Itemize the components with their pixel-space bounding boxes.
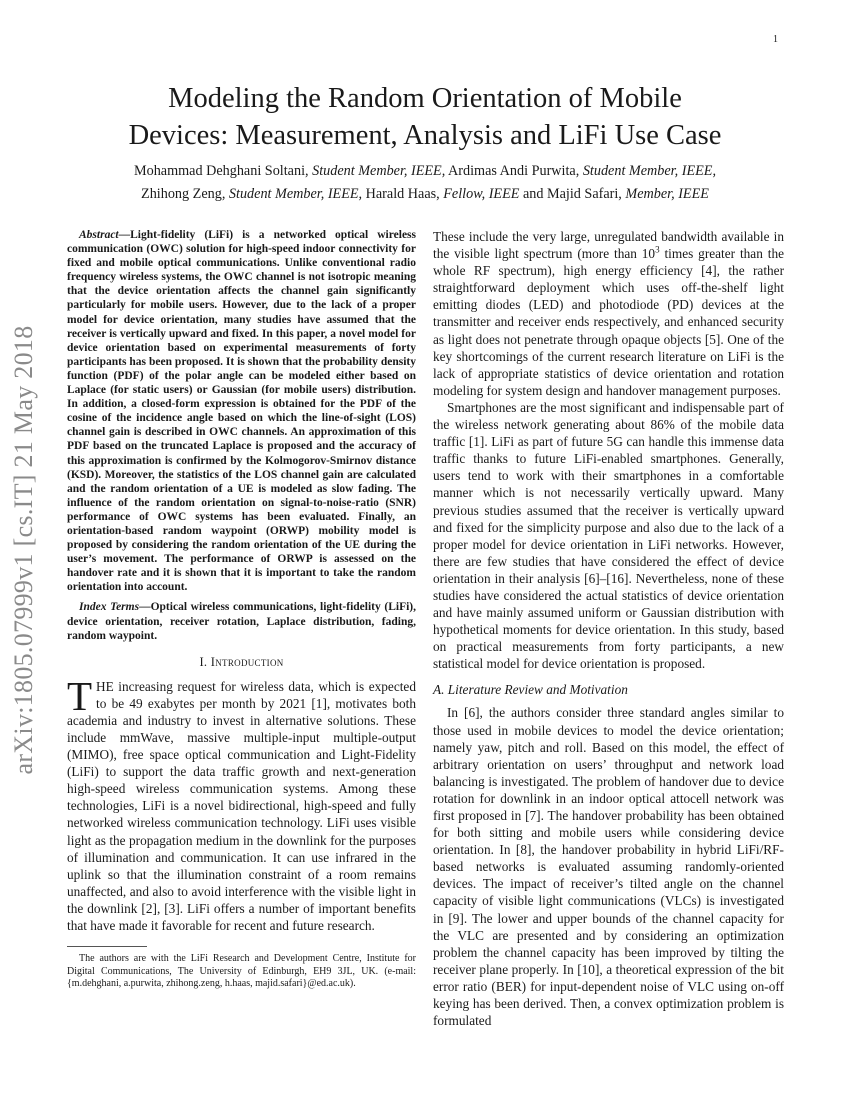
author-5-role: Member, IEEE <box>625 186 709 202</box>
right-paragraph-3: In [6], the authors consider three standard angles similar to those used in mobile devices to model the device orientation; namely yaw, pitch and roll. Based on this model, the effect of arbitrary orientation on users’ throughput and network load balancing is investigated. The problem of handover due to device rotation for downlink in an indoor optical attocell network was first proposed in [7]. The handover probability has been obtained for both sitting and mobile users while considering device orientation. In [8], the handover probability in hybrid LiFi/RF-based networks is evaluated assuming randomly-oriented devices. The impact of receiver’s tilted angle on the channel capacity of visible light communications (VLCs) is investigated in [9]. The lower and upper bounds of the channel capacity for the VLC are presented and by considering an optimization problem the channel capacity has been improved by tilting the receiver plane properly. In [10], a theoretical expression of the bit error ratio (BER) for input-dependent noise of VLC using on-off keying has been derived. Then, a convex optimization problem is formulated <box>433 705 784 1029</box>
author-5-name: and Majid Safari, <box>519 186 626 202</box>
abstract-label: Abstract <box>79 229 119 241</box>
author-4-role: Fellow, IEEE <box>443 186 520 202</box>
author-list <box>60 160 790 206</box>
drop-cap: T <box>67 672 93 719</box>
author-2-role: Student Member, IEEE, <box>582 163 716 179</box>
abstract-text: —Light-fidelity (LiFi) is a networked optical wireless communication (OWC) solution for high-speed indoor connectivity for fixed and mobile optical communications. Unlike conventional radio frequency wireless systems, the OWC channel is not isotropic meaning that the device orientation affects the channel gain significantly particularly for mobile users. However, due to the lack of a proper model for device orientation, many studies have assumed that the receiver is vertically upward and fixed. In this paper, a novel model for device orientation based on experimental measurements of forty participants has been proposed. It is shown that the probability density function (PDF) of the polar angle can be modeled either based on Laplace (for static users) or Gaussian (for mobile users) distribution. In addition, a closed-form expression is obtained for the PDF of the cosine of the incidence angle based on which the line-of-sight (LOS) channel gain is described in OWC channels. An approximation of this PDF based on the truncated Laplace is proposed and the accuracy of this approximation is confirmed by the Kolmogorov-Smirnov distance (KSD). Moreover, the statistics of the LOS channel gain are calculated and the random orientation of a UE is modeled as slow fading. The influence of the random orientation on signal-to-noise-ratio (SNR) performance of OWC systems has been evaluated. Finally, an orientation-based random waypoint (ORWP) mobility model is proposed by considering the random orientation of the UE during the user’s movement. The performance of ORWP is assessed on the handover rate and it is shown that it is important to take the random orientation into account. <box>67 229 416 594</box>
author-4-name: Harald Haas, <box>362 186 444 202</box>
title-line-1: Modeling the Random Orientation of Mobile <box>168 83 682 114</box>
abstract <box>67 228 416 594</box>
intro-paragraph-text: HE increasing request for wireless data, which is expected to be 49 exabytes per month by 2021 [1], motivates both academia and industry to invest in alternative solutions. These include mmWave, massive multiple-input multiple-output (MIMO), free space optical communication and Light-Fidelity (LiFi) to support the data traffic growth and next-generation high-speed wireless communication systems. Among these technologies, LiFi is a novel bidirectional, high-speed and fully networked wireless communication technology. LiFi uses visible light as the propagation medium in the downlink for the purposes of illumination and communication. It can use infrared in the uplink so that the illumination constraint of a room remains unaffected, and also to avoid interference with the visible light in the downlink [2], [3]. LiFi offers a number of important benefits that have made it favorable for recent and future research. <box>67 678 416 934</box>
index-terms-text: —Optical wireless communications, light-fidelity (LiFi), device orientation, receiver rotation, Laplace distribution, fading, random waypoint. <box>67 601 416 642</box>
subsection-heading-literature-review: A. Literature Review and Motivation <box>433 682 628 698</box>
section-title: Introduction <box>210 654 284 669</box>
right-paragraph-1 <box>433 228 784 399</box>
footnote-divider <box>67 946 147 947</box>
intro-paragraph <box>67 672 416 934</box>
right-p1-superscript: 3 <box>655 244 660 255</box>
right-column <box>433 228 784 1029</box>
author-1-name: Mohammad Dehghani Soltani, <box>134 163 313 179</box>
index-terms-label: Index Terms <box>79 601 140 614</box>
section-heading-introduction <box>67 655 416 670</box>
author-1-role: Student Member, IEEE, <box>312 163 446 179</box>
left-column <box>67 228 416 990</box>
index-terms <box>67 600 416 642</box>
page-number: 1 <box>773 34 778 45</box>
arxiv-stamp-text: arXiv:1805.07999v1 [cs.IT] 21 May 2018 <box>9 325 38 775</box>
right-p1-part-b: times greater than the whole RF spectrum), high energy efficiency [4], the rather straightforward deployment which uses off-the-shelf light emitting diodes (LED) and photodiode (PD) devices at the transmitter and receiver ends respectively, and enhanced security as light does not penetrate through opaque objects [5]. One of the key shortcomings of the current research literature on LiFi is the lack of appropriate statistics of device orientation and rotation modeling for system design and handover management purposes. <box>433 246 784 398</box>
author-2-name: Ardimas Andi Purwita, <box>445 163 583 179</box>
author-affiliation-footnote: The authors are with the LiFi Research and Development Centre, Institute for Digital Communications, The University of Edinburgh, EH9 3JL, UK. (e-mail: {m.dehghani, a.purwita, zhihong.zeng, h.haas, majid.safari}@ed.ac.uk). <box>67 953 416 989</box>
right-paragraph-2: Smartphones are the most significant and indispensable part of the wireless network generating about 86% of the mobile data traffic [1]. LiFi as part of future 5G can handle this immense data traffic thanks to future LiFi-enabled smartphones. Generally, users tend to work with their smartphones in a comfortable manner which is not necessarily vertically upward. Many previous studies assumed that the receiver is vertically upward and fixed for the simplicity purpose and also due to the lack of a proper model for device orientation in LiFi networks. However, there are few studies that have considered the effect of device orientation in their analysis [6]–[16]. Nevertheless, none of these studies have considered the actual statistics of device orientation and have mainly assumed uniform or Gaussian distribution with hypothetical moments for device orientation. In this study, based on practical measurements from forty participants, a new statistical model for device orientation is proposed. <box>433 399 784 672</box>
paper-title <box>60 80 790 154</box>
arxiv-stamp <box>0 300 48 800</box>
section-number: I. <box>199 654 211 669</box>
author-3-name: Zhihong Zeng, <box>141 186 229 202</box>
title-line-2: Devices: Measurement, Analysis and LiFi Use Case <box>128 120 722 151</box>
author-3-role: Student Member, IEEE, <box>228 186 363 202</box>
right-p1-part-a: These include the very large, unregulated bandwidth available in the visible light spectrum (more than 10 <box>433 229 784 262</box>
